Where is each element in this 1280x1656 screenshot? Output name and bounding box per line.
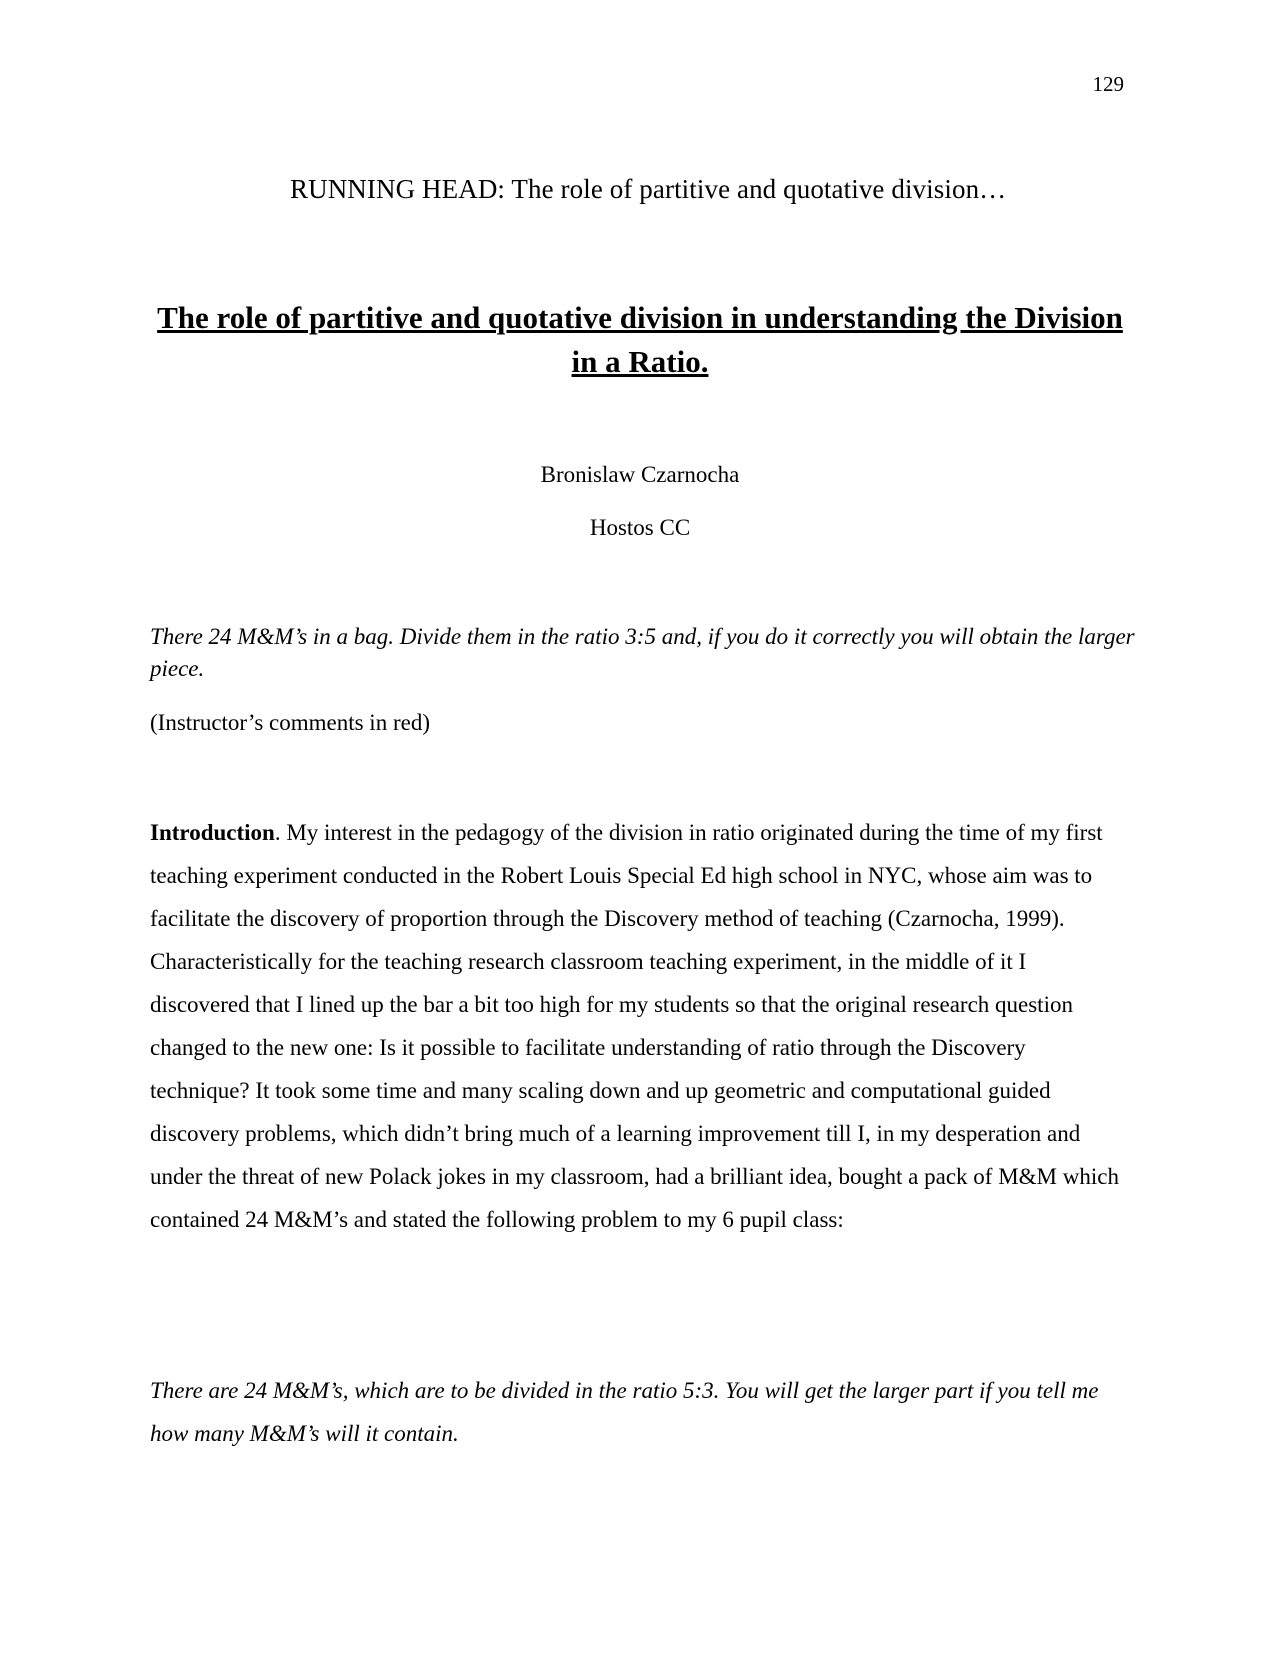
introduction-heading: Introduction xyxy=(150,820,275,845)
author-affiliation: Hostos CC xyxy=(589,515,691,540)
author-name: Bronislaw Czarnocha xyxy=(540,462,740,487)
running-head: RUNNING HEAD: The role of partitive and quotative division… xyxy=(290,174,1007,204)
document-title: The role of partitive and quotative division in understanding the Division in a Ratio. xyxy=(157,300,1123,379)
introduction-paragraph xyxy=(150,811,1130,1241)
page-number: 129 xyxy=(1092,72,1124,96)
introduction-body: . My interest in the pedagogy of the division in ratio originated during the time of my first teaching experiment conducted in the Robert Louis Special Ed high school in NYC, whose aim was to facilitate the discovery of proportion through the Discovery method of teaching (Czarnocha, 1999). Characteristically for the teaching research classroom teaching experiment, in the middle of it I discovered that I lined up the bar a bit too high for my students so that the original research question changed to the new one: Is it possible to facilitate understanding of ratio through the Discovery technique? It took some time and many scaling down and up geometric and computational guided discovery problems, which didn’t bring much of a learning improvement till I, in my desperation and under the threat of new Polack jokes in my classroom, had a brilliant idea, bought a pack of M&M which contained 24 M&M’s and stated the following problem to my 6 pupil class: xyxy=(150,820,1119,1232)
instructor-comment-note: (Instructor’s comments in red) xyxy=(150,710,430,735)
classroom-problem: There are 24 M&M’s, which are to be divided in the ratio 5:3. You will get the larger part if you tell me how many M&M’s will it contain. xyxy=(150,1378,1099,1446)
problem-prompt: There 24 M&M’s in a bag. Divide them in the ratio 3:5 and, if you do it correctly you will obtain the larger piece. xyxy=(150,624,1135,681)
